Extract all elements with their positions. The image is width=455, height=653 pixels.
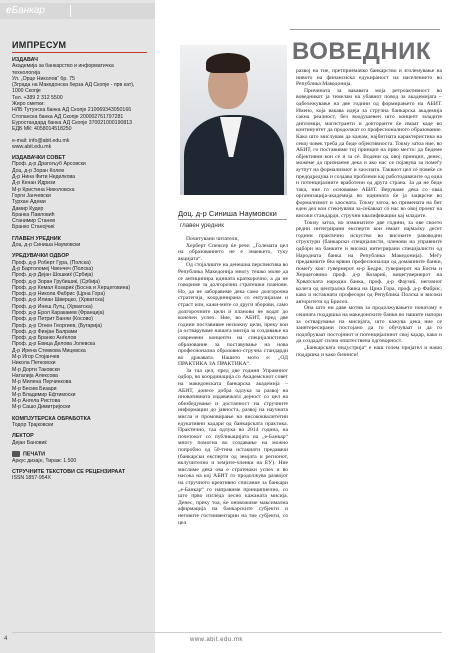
impressum-line: М-р Бесим Бизари: [12, 385, 57, 392]
impressum-line: Бранко Станојчиќ: [12, 224, 55, 231]
impressum-line: Тодор Трајковски: [12, 422, 54, 429]
impressum-line: НЛБ Тутунска банка АД Скопје 210069343050166: [12, 107, 132, 114]
caption-rule: [178, 219, 287, 220]
impressum-line: 1000 Скопје: [12, 88, 41, 95]
contact-link[interactable]: www.abit.edu.mk: [12, 143, 52, 150]
impressum-line: Никола Петковски: [12, 360, 56, 367]
impressum-line: Проф. д-р Дејан Шошкиќ (Србија): [12, 272, 94, 279]
footer-website[interactable]: www.abit.edu.mk: [190, 637, 243, 643]
impressum-line: Академија за банкарство и информатичка: [12, 63, 114, 70]
impressum-line: Проф. д-р Никола Фабрис (Црна Гора): [12, 291, 105, 298]
impressum-line: Проф. д-р Петрит Баняи (Косово): [12, 316, 93, 323]
section-heading: ГЛАВЕН УРЕДНИК: [12, 235, 61, 242]
article-column-2: [296, 68, 442, 358]
impressum-line: Проф. д-р Кемал Козариќ (Босна и Херцеговина): [12, 284, 131, 291]
impressum-line: М-р Сашо Димитријоски: [12, 404, 71, 411]
article-paragraph: Она што ни даве мотив за продолжувањето понатаму е сешната поддршка на македонските банки во нашите напори за остварување на мисијата, што кажува дека ние се заинтересирани постојано да го обучуваат и да го подобруваат постојниот и потенцијалниот свој кадар, како и да создадат силна општествена одговорност.: [296, 305, 442, 345]
impressum-line: Проф. д-р Ерол Каракаиев (Франција): [12, 309, 105, 316]
article-title: ВОВЕДНИК: [292, 38, 432, 65]
article-paragraph: Токму затоа, во изминатите две години, за ове своето редни интегрирани експерти кои имаат најмалку десет години практично искуство во високите раководни структури (банкарски специјалисти, членови на управните одбори на банките и високи интегрирани специјалисти од Народната банка на Република Македонија). Меѓу предавачите беа врвни професионалци од домашните банки, помеѓу кои: гувернерот м-р Бедри, гувернерот на Босна и Херцеговина проф. д-р Козариќ, вицегувернерот на Хрватската народна банка, проф. д-р Фаузиќ, неговиот колега од централна банка на Црна Гора, проф. д-р Фабрис, како и истакнати професори од Република Полска и високи авторитети од Брисел.: [296, 219, 442, 305]
title-rule: [290, 29, 440, 30]
section-heading: ЛЕКТОР: [12, 433, 34, 440]
section-heading: [12, 451, 150, 458]
impressum-line: М-р Ангела Ристова: [12, 398, 61, 405]
impressum-line: Станимир Станев: [12, 218, 55, 225]
section-heading: ИЗДАВАЧКИ СОВЕТ: [12, 155, 66, 162]
article-paragraph: Почитувани читатели,: [186, 236, 239, 242]
author-name: Доц. д-р Синиша Наумовски: [178, 209, 277, 218]
print-heading-text: ПЕЧАТИ: [23, 451, 46, 458]
impressum-line: ISSN 1857-954X: [12, 475, 51, 482]
brand-prefix: e: [6, 5, 12, 16]
impressum-content: [12, 57, 150, 487]
design-section: [12, 416, 150, 429]
impressum-line: М-р Милена Перчинкова: [12, 379, 72, 386]
print-section: [12, 451, 150, 464]
impressum-line: технологија: [12, 69, 41, 76]
impressum-line: Д-р Нина Фити Неделкова: [12, 174, 76, 181]
editor-section: [12, 236, 150, 249]
article-paragraph: Херберт Спенсер ќе рече: „Големата цел на образованието не е знаењето, туку акцијата“.: [178, 242, 288, 262]
board-section: [12, 253, 150, 410]
section-heading: КОМПЈУТЕРСКА ОБРАБОТКА: [12, 415, 91, 422]
author-photo: [180, 45, 287, 195]
impressum-line: Еуростандард банка АД Скопје 370021000190813: [12, 119, 132, 126]
impressum-line: М-р Игор Стојанчев: [12, 354, 60, 361]
contact-link[interactable]: e-mail: info@abit.edu.mk: [12, 137, 70, 144]
impressum-line: Проф. д-р Драгољуб Арсовски: [12, 161, 86, 168]
publisher-section: [12, 57, 150, 133]
printer-icon: [12, 451, 20, 457]
impressum-line: (Зграда на Македонска берза АД Скопје - прв кат),: [12, 82, 135, 89]
brand-name: Банкар: [11, 5, 45, 16]
impressum-line: Проф. д-р Инеш Лутц, (Хрватска): [12, 303, 93, 310]
page-number: 4: [4, 636, 8, 642]
footer-rule: [12, 632, 442, 633]
impressum-line: Горги Јанчевски: [12, 192, 51, 199]
section-heading: СТРУЧНИТЕ ТЕКСТОВИ СЕ РЕЦЕНЗИРААТ: [12, 468, 126, 475]
lector-section: [12, 433, 150, 446]
impressum-line: Доц. д-р Синиша Наумовски: [12, 242, 81, 249]
impressum-line: Жиро сметки:: [12, 101, 45, 108]
impressum-line: Дејан Бановиќ: [12, 439, 47, 446]
impressum-line: Проф. д-р Зоран Грубишиќ, (Србија): [12, 278, 100, 285]
impressum-line: М-р Кристина Николовска: [12, 186, 75, 193]
article-column-1: [178, 236, 288, 526]
impressum-line: Д-р Кенан Идризи: [12, 180, 56, 187]
impressum-line: Ул. „Орце Николов“ бр. 75: [12, 75, 75, 82]
article-paragraph: „Банкарската индустрија“ е наш голем пријател и нашо поддршка и како бизниси!: [296, 344, 442, 358]
brand-divider: [70, 5, 71, 17]
impressum-sidebar: [0, 0, 155, 653]
impressum-line: Д-р Бартоломеј Чвенчеч (Полска): [12, 265, 94, 272]
photo-hair: [206, 53, 250, 73]
impressum-title: ИМПРЕСУМ: [12, 40, 67, 50]
impressum-line: Стопанска банка АД Скопје 200002761797281: [12, 113, 124, 120]
article-paragraph: За таа цел, пред две години Управниот одбор, во координација со Академскиот совет на македонската банкарска академија – АБИТ, донесе добра одлука за развој на иновативната издавачката дејност со цел на обезбедување и достапност на стручните информации до јавноста, развој на научната мисла и промовирање на висококвалитетни едукативни кадари од банкарската практика. Практично, таа одлука во 2014 година, на почетокот со публикацијата на „е-Банкар“ многу помогна во создавање на можно попробно од 50-тина истакнати предавачи (банкарски експерти од земјата и регионот, вклучително и земјите-членки на ЕУ). Ние мислиме дека ова е стратешки успех и во насока на кој АБИТ го продолжува развојот на стручното креативно списание за банкари „е-Банкар“ го направиме принципиелно, со што прво изгледа лесно кажаната мисија. Денес, преку тоа, ќе оновожиме максимална афирмација на банкарските субјекти и неговите гостинвентарии на тие субјекти, со цел: [178, 367, 288, 526]
issn-section: [12, 469, 150, 482]
impressum-line: Турхан Адеми: [12, 199, 46, 206]
impressum-line: Проф. д-р Бранко Анѓелов: [12, 335, 77, 342]
impressum-line: М-р Владимир Ефтимоски: [12, 391, 76, 398]
author-role: главен уредник: [180, 222, 224, 229]
impressum-line: Проф. д-р Финјан Балрами: [12, 328, 78, 335]
impressum-line: Доц. д-р Зоран Колев: [12, 167, 64, 174]
impressum-line: Наталија Алексова: [12, 372, 58, 379]
section-heading: ИЗДАВАЧ: [12, 57, 38, 63]
council-section: [12, 155, 150, 231]
impressum-line: Тел. +389 2 312 5500: [12, 94, 63, 101]
article-paragraph: развој на тие, претприемачко банкарство и зголемување на нивото на финансиска едукираност на населението во Република Македонија.: [296, 68, 442, 88]
article-paragraph: Причината за вакавата моја ретроактивност во воведникот ја темелам на убавиот повод за академијата – одбележување на две години од формирањето на АБИТ. Имено, која вакава идеја за стручна банкарска академија сакна реалност, без воодушевен што концепт младите дипломци, магистранти и докторанти ќе имаат каде во континуитет да продолжат со професионалното образование. Како што мислувам да кажам, најбитната карактеристика на секој човек треба да биде објективноста. Токму затоа ние, во АБИТ, го поставивме тој принцип на прво место: да бидеме објективни кон сé и за сé. Водени од овој принцип, денес, можеме да признаеме дека и ако нас се појавува за помеѓу аутпут на формализмот и хаосната. Таквиот цел сé повеќе се предодредува и создава проблеми кај работодавачите од една и потенцијалните вработени од друга страна. За да не биде така, ние го основавме АБИТ. Веруваме дека со оваа организација-академија во иднината ќе ја зацврсне во формализмот и хаосната. Токму затоа, во примената на бит еден дел кои стекнувачи за-сеќаваат со нас во овој проект на високи стандарди, стручни квалификации кај младите.: [296, 87, 442, 220]
impressum-rule: [12, 52, 147, 53]
impressum-line: Проф. д-р Огнен Георгиев, (Бугарија): [12, 322, 102, 329]
impressum-line: ЕДБ МК: 4058014518250: [12, 126, 72, 133]
impressum-line: М-р Дорти Таковски: [12, 366, 60, 373]
impressum-line: Проф. д-р Роберт Гура, (Полска): [12, 259, 91, 266]
impressum-line: Бранка Павловић: [12, 211, 55, 218]
contact-section: [12, 138, 150, 151]
impressum-line: Проф. д-р Илиан Шверцко, (Хрватска): [12, 297, 105, 304]
brand-logo: [6, 5, 45, 16]
impressum-line: Дамир Кудер: [12, 205, 44, 212]
impressum-line: Проф. д-р Евица Делова Јолевска: [12, 341, 96, 348]
impressum-line: Д-р Ирена Стевкова Мицевска: [12, 347, 86, 354]
article-paragraph: Од стојалиште на денешна перспектива во Република Македонија многу тешко може да се антиципира идниата краткорочно, а да не говориме за долгорочни стратешки планови. Но, да не заборавиме дека само долгорочна стратегија, координирана со ентузијазам и страст или, кажи-мите со други зборови, само долгорочните цели и планови не водат до конечен успех. Ние, во АБИТ, пред две години поставивме нескокну цели, преку кои ја остваруваме нашата мисија за создавање на современи концепти на специјалистичко образование за поставување на нова професионална образовно-стручна стандарди во државата. Нашето мото е: „ОД ПРАКТИКА ЗА ПРАКТИКА“.: [178, 262, 288, 368]
impressum-line: Аркус дизајн, Тираж: 1.500: [12, 457, 77, 464]
section-heading: УРЕДУВАЧКИ ОДБОР: [12, 253, 69, 260]
